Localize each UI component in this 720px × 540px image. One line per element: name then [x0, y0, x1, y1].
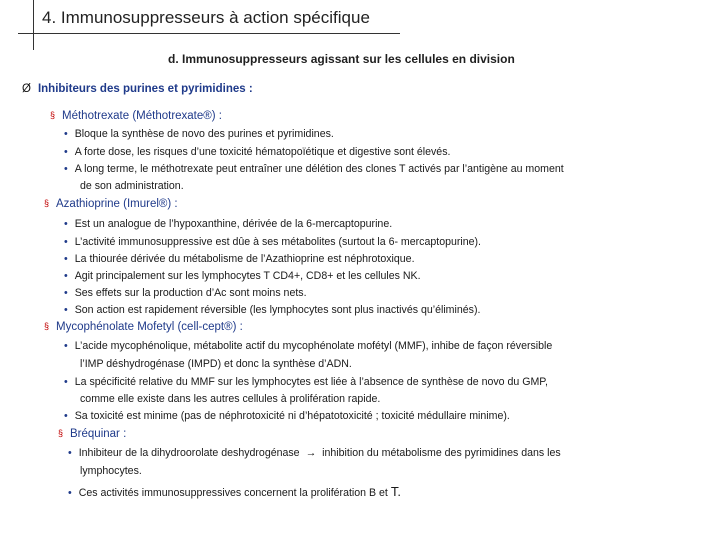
- bullet-icon: •: [64, 128, 68, 140]
- list-item-text: T.: [390, 484, 401, 499]
- bullet-icon: •: [64, 146, 68, 158]
- right-arrow-icon: →: [305, 447, 317, 459]
- list-item: [64, 236, 481, 248]
- list-item: [64, 146, 450, 158]
- drug-heading-methotrexate: [50, 110, 222, 122]
- bullet-icon: •: [64, 253, 68, 265]
- list-item: [64, 340, 552, 352]
- list-item-text: Ces activités immunosuppressives concernent la prolifération B et: [78, 487, 388, 499]
- list-item: [64, 376, 548, 388]
- list-item: [64, 304, 480, 316]
- list-item: [64, 410, 510, 422]
- list-item: [64, 218, 392, 230]
- list-item-text: Inhibiteur de la dihydroorolate deshydrogénase: [78, 447, 300, 459]
- list-item: [64, 253, 415, 265]
- bullet-icon: •: [64, 376, 68, 388]
- bullet-icon: •: [68, 447, 72, 459]
- drug-name: Mycophénolate Mofetyl (cell-cept®) :: [56, 321, 243, 333]
- section-heading-text: Inhibiteurs des purines et pyrimidines :: [37, 83, 253, 95]
- bullet-icon: •: [64, 340, 68, 352]
- drug-heading-mycophenolate: [44, 321, 243, 333]
- list-item-continuation: lymphocytes.: [80, 465, 142, 477]
- bullet-icon: •: [64, 410, 68, 422]
- list-item-text: Bloque la synthèse de novo des purines et pyrimidines.: [74, 128, 334, 140]
- list-item: [68, 447, 561, 459]
- list-item: [68, 484, 401, 499]
- square-bullet-icon: §: [58, 428, 64, 438]
- bullet-icon: •: [64, 270, 68, 282]
- bullet-icon: •: [64, 236, 68, 248]
- list-item: [64, 128, 334, 140]
- bullet-icon: •: [64, 287, 68, 299]
- list-item-text: L’acide mycophénolique, métabolite actif du mycophénolate mofétyl (MMF), inhibe de façon réversible: [74, 340, 553, 352]
- bullet-icon: •: [64, 304, 68, 316]
- drug-name: Azathioprine (Imurel®) :: [56, 198, 178, 210]
- slide-subtitle: d. Immunosuppresseurs agissant sur les cellules en division: [168, 52, 515, 66]
- drug-name: Bréquinar :: [70, 428, 127, 440]
- square-bullet-icon: §: [50, 110, 56, 120]
- list-item-continuation: l’IMP déshydrogénase (IMPD) et donc la synthèse d’ADN.: [80, 358, 352, 370]
- list-item: [64, 163, 564, 175]
- title-rule-horizontal: [18, 33, 400, 34]
- list-item: [64, 270, 421, 282]
- bullet-icon: •: [68, 487, 72, 499]
- list-item-text: inhibition du métabolisme des pyrimidines dans les: [322, 447, 561, 459]
- drug-heading-brequinar: [58, 428, 126, 440]
- section-heading: [22, 83, 253, 95]
- list-item-text: Agit principalement sur les lymphocytes T CD4+, CD8+ et les cellules NK.: [74, 270, 421, 282]
- list-item-text: L’activité immunosuppressive est dûe à ses métabolites (surtout la 6- mercaptopurine).: [74, 236, 482, 248]
- list-item-text: A long terme, le méthotrexate peut entraîner une délétion des clones T activés par l’antigène au moment: [74, 163, 564, 175]
- arrow-bullet-icon: Ø: [22, 83, 31, 95]
- list-item-text: Sa toxicité est minime (pas de néphrotoxicité ni d’hépatotoxicité ; toxicité médullaire minime).: [74, 410, 510, 422]
- title-rule-vertical: [33, 0, 34, 50]
- list-item-text: A forte dose, les risques d’une toxicité hématopoïétique et digestive sont élevés.: [74, 146, 451, 158]
- list-item: [64, 287, 307, 299]
- drug-name: Méthotrexate (Méthotrexate®) :: [62, 110, 222, 122]
- list-item-text: Son action est rapidement réversible (les lymphocytes sont plus inactivés qu’éliminés).: [74, 304, 481, 316]
- square-bullet-icon: §: [44, 321, 50, 331]
- list-item-continuation: comme elle existe dans les autres cellules à prolifération rapide.: [80, 393, 381, 405]
- slide-title: 4. Immunosuppresseurs à action spécifique: [42, 8, 370, 27]
- list-item-text: Est un analogue de l’hypoxanthine, dérivée de la 6-mercaptopurine.: [74, 218, 393, 230]
- list-item-text: La spécificité relative du MMF sur les lymphocytes est liée à l’absence de synthèse de novo du GMP,: [74, 376, 548, 388]
- list-item-text: La thiourée dérivée du métabolisme de l’Azathioprine est néphrotoxique.: [74, 253, 415, 265]
- list-item-continuation: de son administration.: [80, 180, 184, 192]
- bullet-icon: •: [64, 163, 68, 175]
- bullet-icon: •: [64, 218, 68, 230]
- drug-heading-azathioprine: [44, 198, 178, 210]
- list-item-text: Ses effets sur la production d’Ac sont moins nets.: [74, 287, 307, 299]
- square-bullet-icon: §: [44, 198, 50, 208]
